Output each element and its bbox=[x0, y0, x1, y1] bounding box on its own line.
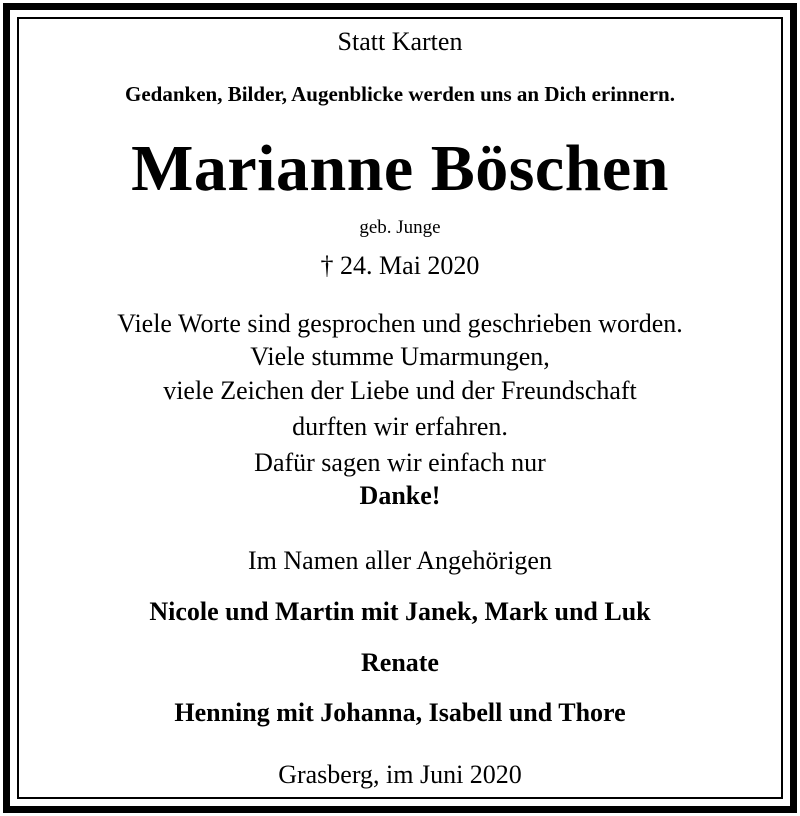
motto-text: Gedanken, Bilder, Augenblicke werden uns an Dich erinnern. bbox=[125, 82, 675, 106]
family-line: Henning mit Johanna, Isabell und Thore bbox=[174, 698, 626, 727]
place-date: Grasberg, im Juni 2020 bbox=[278, 760, 522, 789]
header-text: Statt Karten bbox=[337, 27, 463, 56]
family-line: Nicole und Martin mit Janek, Mark und Luk bbox=[149, 597, 651, 626]
family-line: Renate bbox=[361, 648, 439, 677]
maiden-name: geb. Junge bbox=[359, 217, 441, 238]
poem-line: durften wir erfahren. bbox=[292, 412, 508, 441]
death-date: † 24. Mai 2020 bbox=[320, 251, 480, 280]
poem-line: Viele stumme Umarmungen, bbox=[250, 342, 550, 371]
thanks-text: Danke! bbox=[359, 481, 441, 510]
family-intro: Im Namen aller Angehörigen bbox=[248, 546, 552, 575]
poem-line: viele Zeichen der Liebe und der Freundschaft bbox=[163, 376, 637, 405]
poem-line: Dafür sagen wir einfach nur bbox=[254, 448, 546, 477]
deceased-name: Marianne Böschen bbox=[131, 132, 669, 205]
poem-line: Viele Worte sind gesprochen und geschrieben worden. bbox=[117, 309, 683, 338]
